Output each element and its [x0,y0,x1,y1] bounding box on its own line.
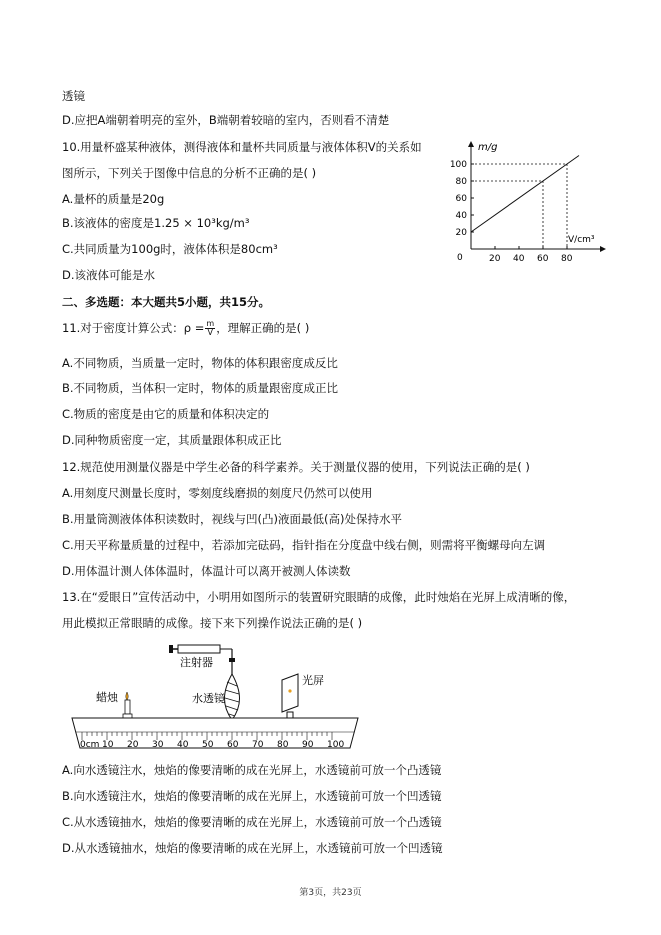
q13-stem-1: 13.在“爱眼日”宣传活动中，小明用如图所示的装置研究眼睛的成像，此时烛焰在光屏上成清晰的像， [62,590,576,604]
q11-option-a: A.不同物质，当质量一定时，物体的体积跟密度成反比 [62,356,338,370]
y-tick-label: 20 [455,228,467,238]
q13-option-c: C.从水透镜抽水，烛焰的像要清晰的成在光屏上，水透镜前可放一个凸透镜 [62,815,442,829]
mass-volume-graph [440,136,610,266]
data-line [471,156,579,233]
x-axis-label: V/cm³ [568,235,595,245]
q12-option-a: A.用刻度尺测量长度时，零刻度线磨损的刻度尺仍然可以使用 [62,486,373,500]
ruler-label: 90 [302,740,314,750]
ruler-label: 0cm [80,740,100,750]
syringe-label: 注射器 [180,656,213,669]
q11-option-b: B.不同物质，当体积一定时，物体的质量跟密度成正比 [62,381,339,395]
q10-option-d: D.该液体可能是水 [62,268,156,282]
page-footer: 第3页，共23页 [299,888,362,898]
text-continuation: 透镜 [62,89,85,103]
q11-stem: 11.对于密度计算公式：ρ = $\frac{m}{V}$ ，理解正确的是( ) [62,319,310,337]
eye-model-apparatus [70,640,360,754]
q13-option-b: B.向水透镜注水，烛焰的像要清晰的成在光屏上，水透镜前可放一个凹透镜 [62,789,442,803]
q10-stem-2: 图所示，下列关于图像中信息的分析不正确的是( ) [62,166,317,180]
ruler-label: 10 [102,740,114,750]
origin-label: 0 [457,253,463,263]
y-tick-label: 60 [455,194,467,204]
q10-option-b: B.该液体的密度是1.25 × 10³kg/m³ [62,216,250,230]
section-2-heading: 二、多选题：本大题共5小题，共15分。 [62,295,271,309]
optical-bench [72,718,358,748]
screen-label: 光屏 [302,674,324,687]
q12-option-b: B.用量筒测液体体积读数时，视线与凹(凸)液面最低(高)处保持水平 [62,512,402,526]
q12-option-c: C.用天平称量质量的过程中，若添加完砝码，指针指在分度盘中线右侧，则需将平衡螺母向左调 [62,538,546,552]
ruler-label: 100 [327,740,345,750]
prev-option-d: D.应把A端朝着明亮的室外，B端朝着较暗的室内，否则看不清楚 [62,113,390,127]
q10-option-a: A.量杯的质量是20g [62,192,165,206]
x-tick-label: 40 [513,254,525,264]
q12-stem: 12.规范使用测量仪器是中学生必备的科学素养。关于测量仪器的使用，下列说法正确的是( ) [62,460,530,474]
q11-option-d: D.同种物质密度一定，其质量跟体积成正比 [62,433,282,447]
q11-option-c: C.物质的密度是由它的质量和体积决定的 [62,407,270,421]
ruler-label: 30 [152,740,164,750]
y-axis-label: m/g [478,142,498,153]
q13-option-a: A.向水透镜注水，烛焰的像要清晰的成在光屏上，水透镜前可放一个凸透镜 [62,763,442,777]
ruler-label: 40 [177,740,189,750]
x-tick-label: 60 [537,254,549,264]
screen-icon [282,674,298,718]
ruler-label: 50 [202,740,214,750]
q10-option-c: C.共同质量为100g时，液体体积是80cm³ [62,242,278,256]
x-tick-label: 20 [489,254,501,264]
x-tick-label: 80 [561,254,573,264]
y-tick-label: 40 [455,211,467,221]
q13-stem-2: 用此模拟正常眼睛的成像。接下来下列操作说法正确的是( ) [62,616,363,630]
density-fraction: $\frac{m}{V}$ [206,319,215,337]
ruler-label: 60 [227,740,239,750]
candle-icon [123,692,132,718]
ruler-label: 80 [277,740,289,750]
q10-stem-1: 10.用量杯盛某种液体，测得液体和量杯共同质量与液体体积V的关系如 [62,140,422,154]
y-tick-label: 100 [449,160,467,170]
y-tick-label: 80 [455,177,467,187]
water-lens-label: 水透镜 [192,692,225,705]
candle-label: 蜡烛 [96,691,118,704]
q13-option-d: D.从水透镜抽水，烛焰的像要清晰的成在光屏上，水透镜前可放一个凹透镜 [62,841,443,855]
ruler-label: 70 [252,740,264,750]
q12-option-d: D.用体温计测人体体温时，体温计可以离开被测人体读数 [62,564,351,578]
ruler-label: 20 [127,740,139,750]
